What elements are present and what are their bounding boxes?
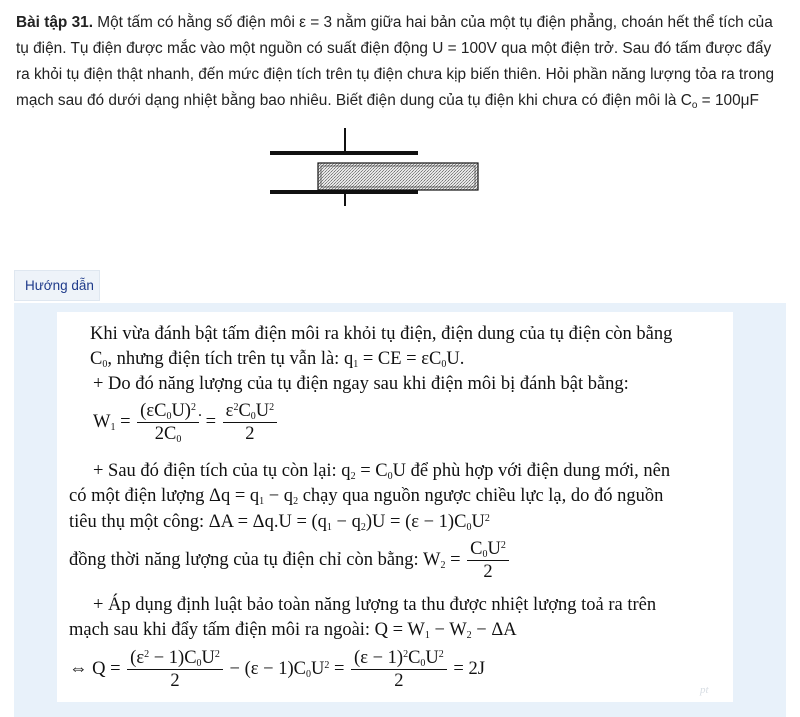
solution-line-3: + Do đó năng lượng của tụ điện ngay sau khi điện môi bị đánh bật bằng:	[93, 374, 629, 394]
solution-line-5: + Sau đó điện tích của tụ còn lại: $q_2 = C_0U$ để phù hợp với điện dung mới, nên	[93, 461, 671, 482]
equation-q: ⇔ Q = $\frac{(\varepsilon^2 - 1)C_0U^2}{2}$ − $(\varepsilon - 1)C_0U^2$ = $\frac{(\varepsilon - 1)^2C_0U^2}{2}$ = 2J	[69, 648, 485, 691]
guide-tab-label: Hướng dẫn	[25, 278, 94, 293]
guide-tab[interactable]	[14, 270, 100, 301]
equation-w2: đồng thời năng lượng của tụ điện chỉ còn bằng: $W_2$ = $\frac{C_0U^2}{2}$	[69, 538, 511, 583]
top-plate	[270, 151, 418, 155]
solution-line-1: Khi vừa đánh bật tấm điện môi ra khỏi tụ điện, điện dung của tụ điện còn bằng	[90, 324, 673, 344]
problem-text: Một tấm có hằng số điện môi ε = 3 nằm giữa hai bản của một tụ điện phẳng, choán hết thể tích của tụ điện. Tụ điện được mắc vào một nguồn có suất điện động U = 100V qua một điện trở. Sau đó tấm được đẩy ra khỏi tụ điện thật nhanh, đến mức điện tích trên tụ điện chưa kịp biến thiên. Hỏi phần năng lượng tỏa ra trong mạch sau đó dưới dạng nhiệt bằng bao nhiêu. Biết điện dung của tụ điện khi chưa có điện môi là C	[16, 14, 775, 109]
watermark: pt	[700, 684, 709, 696]
solution-line-7: tiêu thụ một công: $\Delta A = \Delta q.U = (q_1 - q_2)U = (\varepsilon - 1)C_0U^2$	[69, 512, 490, 533]
problem-title: Bài tập 31.	[16, 14, 93, 31]
bottom-plate	[270, 190, 418, 194]
multiply-dot: .	[198, 403, 202, 420]
capacitor-figure	[268, 126, 488, 206]
equation-w1: $W_1$ = $\frac{(\varepsilon C_0U)^2}{2C_0}$ = $\frac{\varepsilon^2C_0U^2}{2}$	[93, 400, 279, 445]
solution-image	[57, 312, 733, 702]
solution-line-9: + Áp dụng định luật bảo toàn năng lượng ta thu được nhiệt lượng toả ra trên	[93, 595, 657, 615]
solution-line-6: có một điện lượng $\Delta q = q_1 - q_2$ chạy qua nguồn ngược chiều lực lạ, do đó nguồn	[69, 486, 664, 507]
problem-statement: Bài tập 31. Một tấm có hằng số điện môi ε = 3 nằm giữa hai bản của một tụ điện phẳng, choán hết thể tích của tụ điện. Tụ điện được mắc vào một nguồn có suất điện động U = 100V qua một điện trở. Sau đó tấm được đẩy ra khỏi tụ điện thật nhanh, đến mức điện tích trên tụ điện chưa kịp biến thiên. Hỏi phần năng lượng tỏa ra trong mạch sau đó dưới dạng nhiệt bằng bao nhiêu. Biết điện dung của tụ điện khi chưa có điện môi là $C_o = 100\mu F$	[16, 14, 775, 111]
dielectric-slab	[318, 163, 478, 190]
solution-line-2: $C_0$, nhưng điện tích trên tụ vẫn là: $q_1$ = CE = $\varepsilon C_0U$.	[90, 349, 465, 370]
solution-line-10: mạch sau khi đẩy tấm điện môi ra ngoài: $Q = W_1 - W_2 - \Delta A$	[69, 620, 517, 641]
